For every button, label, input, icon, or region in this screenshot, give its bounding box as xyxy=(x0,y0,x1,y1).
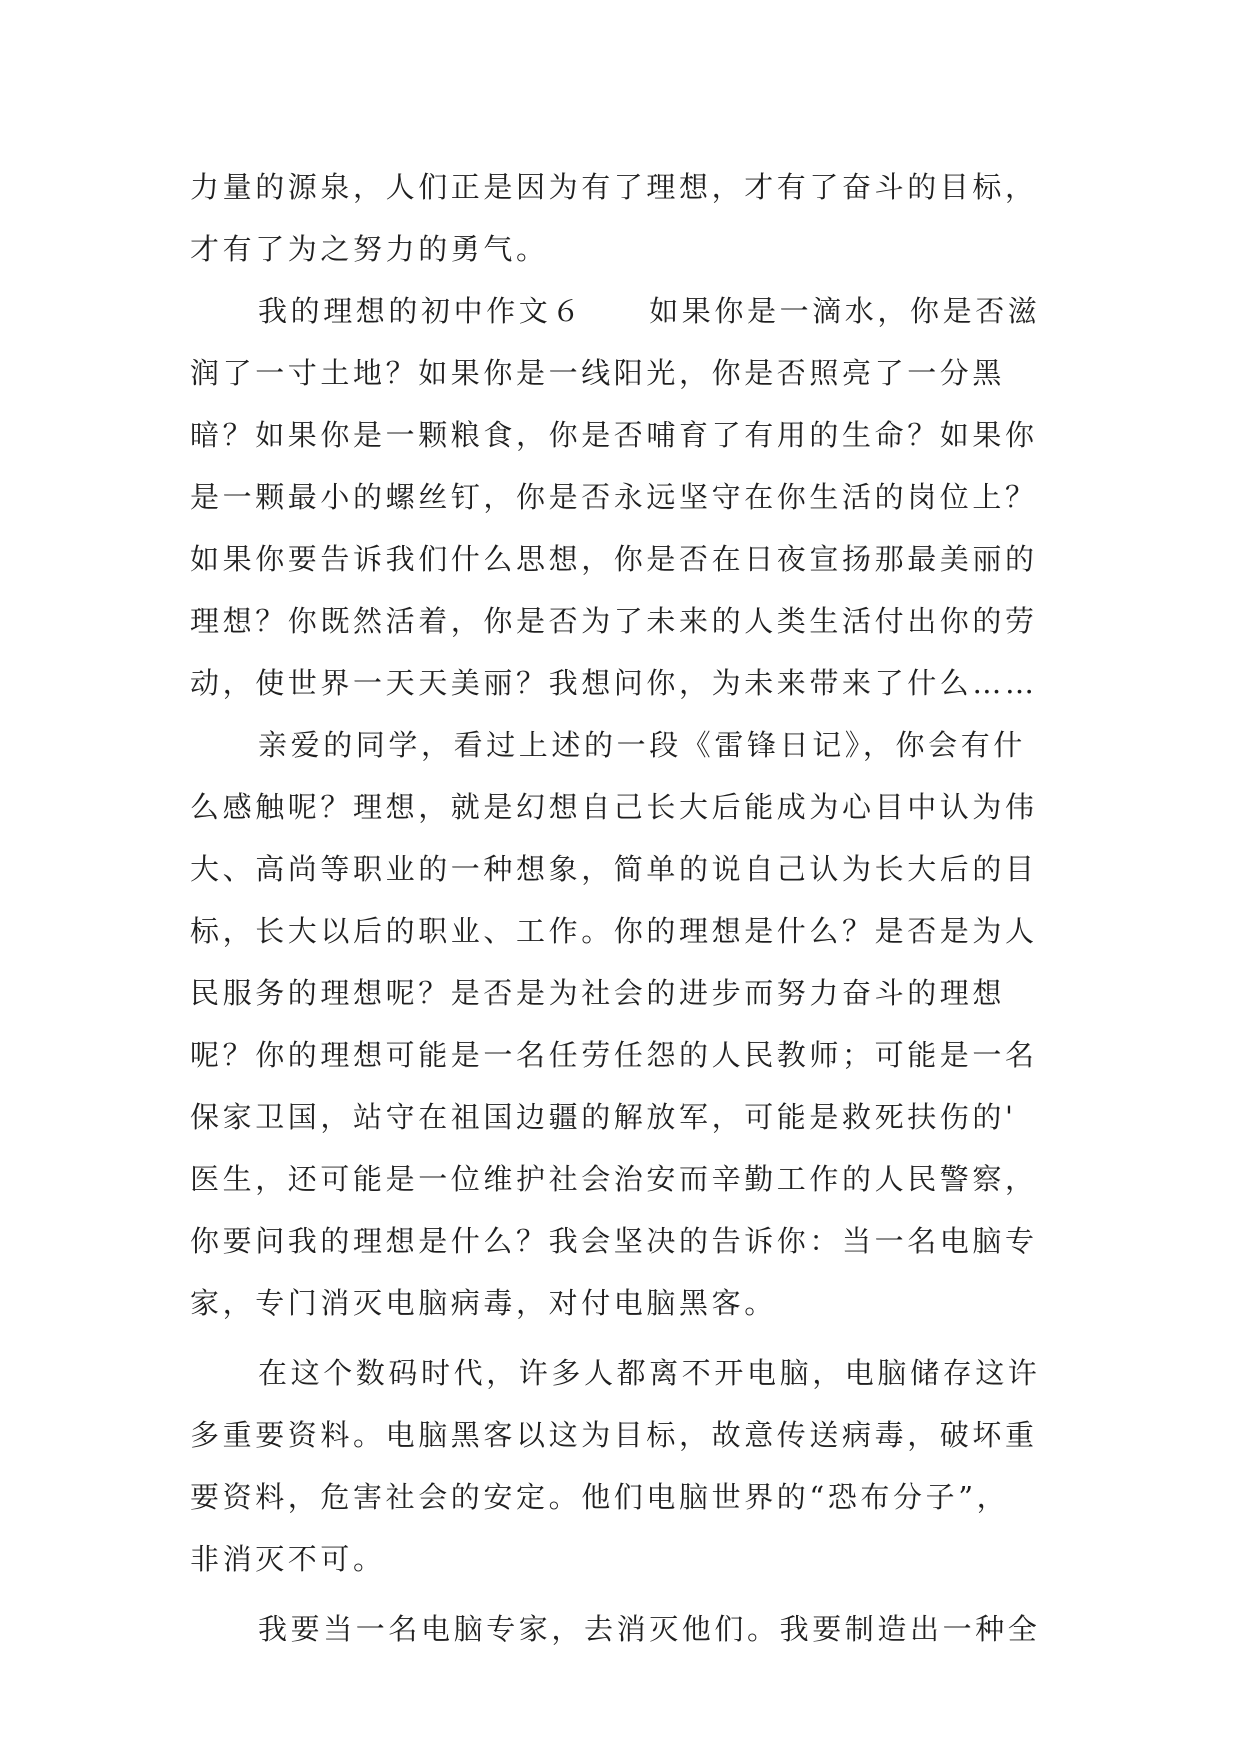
text-line: 要资料，危害社会的安定。他们电脑世界的“恐布分子”， xyxy=(190,1480,1010,1514)
text-line: 家，专门消灭电脑病毒，对付电脑黑客。 xyxy=(190,1286,777,1320)
paragraph-start-line: 我要当一名电脑专家，去消灭他们。我要制造出一种全 xyxy=(258,1612,1041,1646)
text-line: 力量的源泉，人们正是因为有了理想，才有了奋斗的目标， xyxy=(190,170,1038,204)
text-line: 如果你要告诉我们什么思想，你是否在日夜宣扬那最美丽的 xyxy=(190,542,1038,576)
text-line: 么感触呢？理想，就是幻想自己长大后能成为心目中认为伟 xyxy=(190,790,1038,824)
text-line: 标，长大以后的职业、工作。你的理想是什么？是否是为人 xyxy=(190,914,1038,948)
text-line: 理想？你既然活着，你是否为了未来的人类生活付出你的劳 xyxy=(190,604,1038,638)
text-line: 是一颗最小的螺丝钉，你是否永远坚守在你生活的岗位上？ xyxy=(190,480,1038,514)
text-line: 你要问我的理想是什么？我会坚决的告诉你：当一名电脑专 xyxy=(190,1224,1038,1258)
text-line: 民服务的理想呢？是否是为社会的进步而努力奋斗的理想 xyxy=(190,976,1006,1010)
paragraph-start-line: 在这个数码时代，许多人都离不开电脑，电脑储存这许 xyxy=(258,1356,1041,1390)
text-line: 润了一寸土地？如果你是一线阳光，你是否照亮了一分黑 xyxy=(190,356,1006,390)
text-line: 多重要资料。电脑黑客以这为目标，故意传送病毒，破坏重 xyxy=(190,1418,1038,1452)
paragraph-start-line: 我的理想的初中作文６ 如果你是一滴水，你是否滋 xyxy=(258,294,1041,328)
text-line: 保家卫国，站守在祖国边疆的解放军，可能是救死扶伤的' xyxy=(190,1100,1017,1134)
text-line: 大、高尚等职业的一种想象，简单的说自己认为长大后的目 xyxy=(190,852,1038,886)
text-line: 呢？你的理想可能是一名任劳任怨的人民教师；可能是一名 xyxy=(190,1038,1038,1072)
text-line: 暗？如果你是一颗粮食，你是否哺育了有用的生命？如果你 xyxy=(190,418,1038,452)
text-line: 动，使世界一天天美丽？我想问你，为未来带来了什么…… xyxy=(190,666,1038,700)
text-line: 医生，还可能是一位维护社会治安而辛勤工作的人民警察， xyxy=(190,1162,1038,1196)
text-line: 非消灭不可。 xyxy=(190,1542,386,1576)
paragraph-start-line: 亲爱的同学，看过上述的一段《雷锋日记》，你会有什 xyxy=(258,728,1026,762)
text-line: 才有了为之努力的勇气。 xyxy=(190,232,549,266)
document-body xyxy=(190,156,1070,1660)
